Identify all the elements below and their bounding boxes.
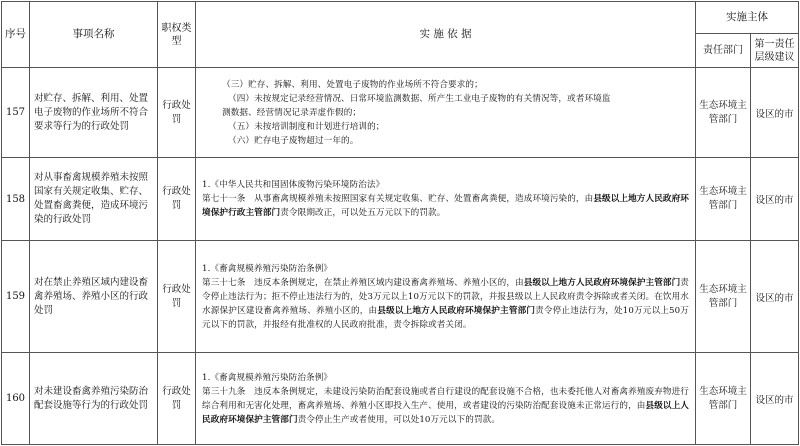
header-subject: 实施主体 bbox=[696, 2, 799, 34]
basis-text: 责令停止违法行为；拒不停止违法行为的，处3万元以上10万元以下的罚款，并报县级以上人民政府责令拆除或者关闭。在饮用水水源保护区建设畜禽养殖场、养殖小区的，由 bbox=[202, 277, 689, 316]
basis-line: 测数据、经营情况记录弄虚作假的； bbox=[222, 107, 362, 118]
header-dept: 责任部门 bbox=[696, 34, 751, 68]
basis-text: 第七十一条 从事畜禽规模养殖未按照国家有关规定收集、贮存、处置畜禽粪便，造成环境污染的，由 bbox=[202, 194, 594, 204]
table-row bbox=[2, 353, 799, 445]
row-dept: 生态环境主管部门 bbox=[696, 68, 751, 158]
row-basis bbox=[196, 158, 696, 241]
row-no: 157 bbox=[2, 68, 30, 158]
row-type: 行政处罚 bbox=[158, 353, 196, 445]
basis-line: （四）未按规定记录经营情况、日常环境监测数据、所产生工业电子废物的有关情况等，或者环境监 bbox=[228, 93, 611, 104]
basis-authority: 县级以上地方人民政府环境保护主管部门 bbox=[377, 305, 536, 316]
row-item-name: 对从事畜禽规模养殖未按照国家有关规定收集、贮存、处置畜禽粪便，造成环境污染的行政处罚 bbox=[30, 158, 158, 241]
basis-text: 第三十九条 违反本条例规定，未建设污染防治配套设施或者自行建设的配套设施不合格，也未委托他人对畜禽养殖废弃物进行综合利用和无害化处理，畜禽养殖场、养殖小区即投入生产、使用，或者建设的污染防治配套设施未正常运行的，由 bbox=[202, 386, 689, 411]
row-dept: 生态环境主管部门 bbox=[696, 353, 751, 445]
basis-line: （五）未按培训制度和计划进行培训的； bbox=[228, 121, 385, 132]
basis-law-title: 1.《畜禽规模养殖污染防治条例》 bbox=[202, 263, 333, 274]
header-type: 职权类型 bbox=[158, 2, 196, 68]
basis-text: 责令停止违法行为，处10万元以上50万元以下的罚款，并报经有批准权的人民政府批准，责令拆除或者关闭。 bbox=[202, 305, 689, 330]
table-row bbox=[2, 241, 799, 353]
row-dept: 生态环境主管部门 bbox=[696, 158, 751, 241]
row-item-name: 对在禁止养殖区域内建设畜禽养殖场、养殖小区的行政处罚 bbox=[30, 241, 158, 353]
row-level: 设区的市 bbox=[751, 241, 799, 353]
row-basis bbox=[196, 241, 696, 353]
table-row bbox=[2, 68, 799, 158]
basis-authority: 县级以上地方人民政府环境保护主管部门 bbox=[523, 277, 681, 288]
row-no: 158 bbox=[2, 158, 30, 241]
basis-authority: 县级以上地方人民政府环境保护行政主管部门 bbox=[202, 194, 689, 218]
header-name: 事项名称 bbox=[30, 2, 158, 68]
row-item-name: 对贮存、拆解、利用、处置电子废物的作业场所不符合要求等行为的行政处罚 bbox=[30, 68, 158, 158]
header-no: 序号 bbox=[2, 2, 30, 68]
basis-text: 责令限期改正，可以处五万元以下的罚款。 bbox=[280, 208, 446, 218]
basis-law-title: 1.《畜禽规模养殖污染防治条例》 bbox=[202, 372, 333, 383]
row-dept: 生态环境主管部门 bbox=[696, 241, 751, 353]
row-level: 设区的市 bbox=[751, 158, 799, 241]
basis-line: （三）贮存、拆解、利用、处置电子废物的作业场所不符合要求的； bbox=[222, 79, 483, 90]
enforcement-items-table bbox=[1, 1, 799, 445]
row-type: 行政处罚 bbox=[158, 241, 196, 353]
row-type: 行政处罚 bbox=[158, 158, 196, 241]
header-level: 第一责任层级建议 bbox=[751, 34, 799, 68]
row-type: 行政处罚 bbox=[158, 68, 196, 158]
row-basis bbox=[196, 353, 696, 445]
row-no: 159 bbox=[2, 241, 30, 353]
basis-law-title: 1.《中华人民共和国固体废物污染环境防治法》 bbox=[202, 180, 385, 190]
row-basis bbox=[196, 68, 696, 158]
header-row-top bbox=[2, 2, 799, 34]
table-row bbox=[2, 158, 799, 241]
row-item-name: 对未建设畜禽养殖污染防治配套设施等行为的行政处罚 bbox=[30, 353, 158, 445]
row-no: 160 bbox=[2, 353, 30, 445]
basis-text: 第三十七条 违反本条例规定，在禁止养殖区域内建设畜禽养殖场、养殖小区的，由 bbox=[202, 277, 524, 288]
row-level: 设区的市 bbox=[751, 68, 799, 158]
basis-text: 责令停止生产或者使用，可以处10万元以下的罚款。 bbox=[297, 414, 501, 425]
row-level: 设区的市 bbox=[751, 353, 799, 445]
basis-authority: 县级以上人民政府环境保护主管部门 bbox=[202, 400, 689, 425]
header-basis: 实 施 依 据 bbox=[196, 2, 696, 68]
basis-line: （六）贮存电子废物超过一年的。 bbox=[228, 135, 359, 146]
